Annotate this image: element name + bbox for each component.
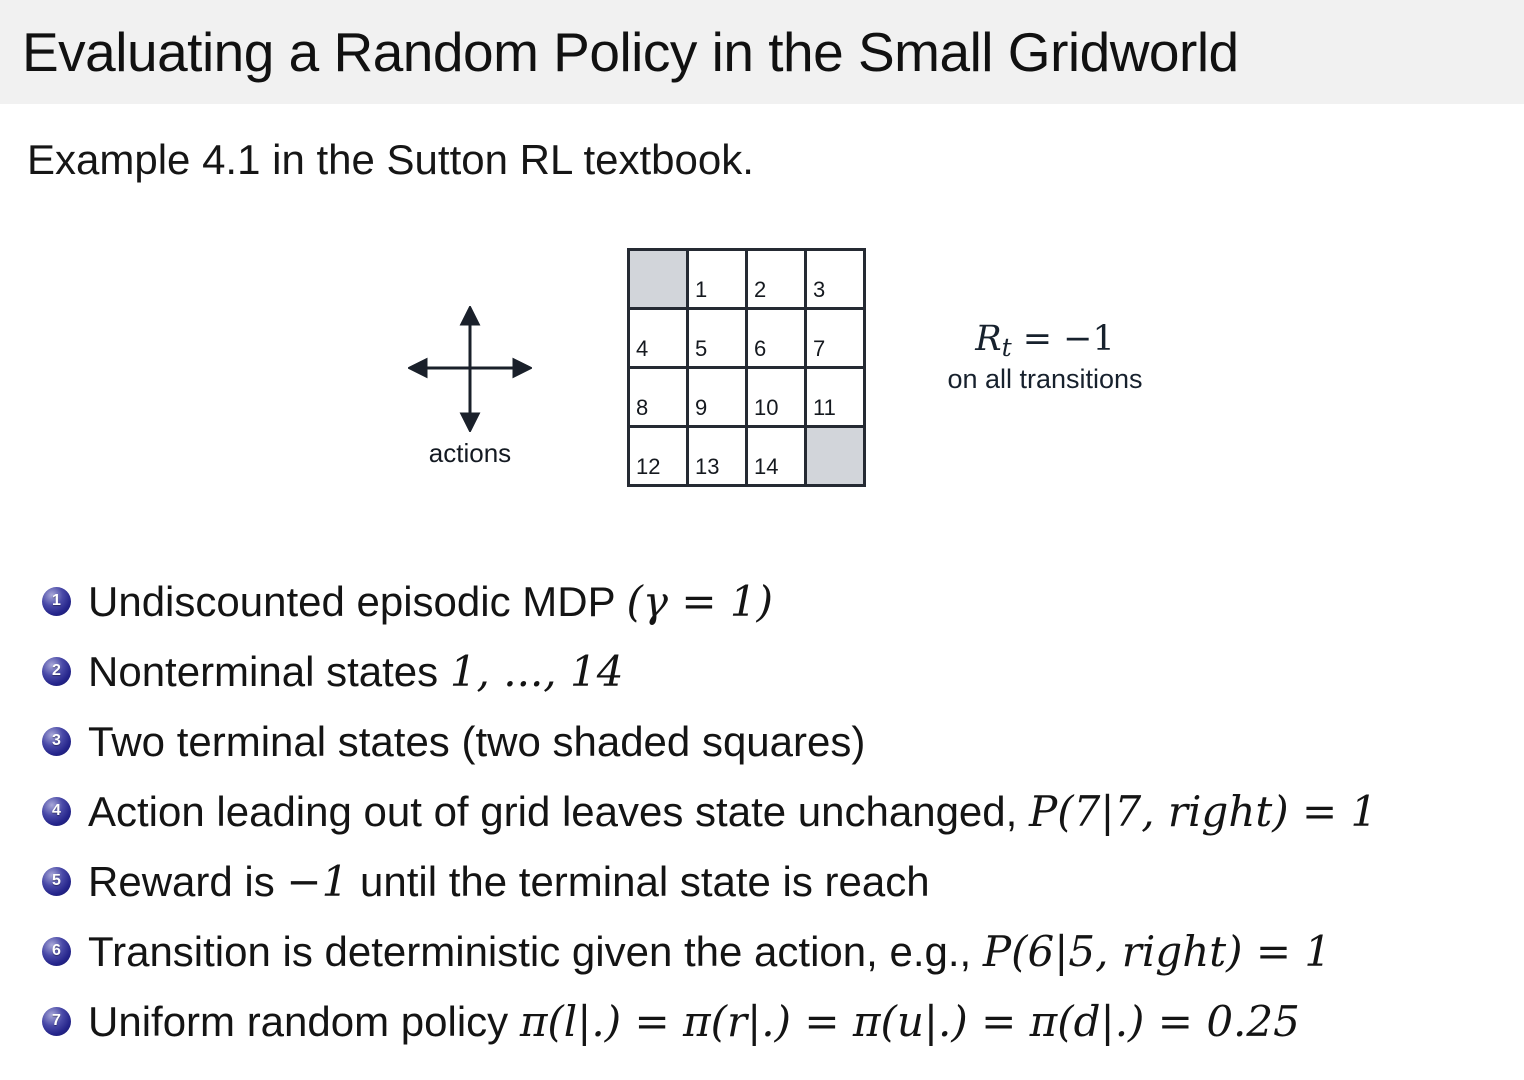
item-number-badge: 1 <box>42 587 71 616</box>
item-text-math: (γ = 1) <box>626 576 774 626</box>
reward-symbol: R <box>975 319 1002 359</box>
grid-cell: 9 <box>689 369 745 425</box>
grid-cell: 13 <box>689 428 745 484</box>
list-item <box>42 986 1512 1056</box>
list-item-text <box>88 927 1331 976</box>
reward-subscript: t <box>1001 333 1012 362</box>
reward-annotation <box>905 320 1185 395</box>
item-number-badge: 4 <box>42 797 71 826</box>
grid-cell: 4 <box>630 310 686 366</box>
list-item <box>42 916 1512 986</box>
grid-cell: 10 <box>748 369 804 425</box>
list-item <box>42 636 1512 706</box>
item-number-badge: 3 <box>42 727 71 756</box>
bullet-list <box>42 566 1512 1056</box>
grid-cell-terminal <box>630 251 686 307</box>
item-text-plain: Two terminal states (two shaded squares) <box>88 717 866 765</box>
item-text-math: −1 <box>286 856 349 906</box>
item-text-plain: Nonterminal states <box>88 647 450 695</box>
gridworld-grid <box>627 248 866 487</box>
title-bar <box>0 0 1524 104</box>
item-text-math: 1, ..., 14 <box>449 646 624 696</box>
grid-cell: 3 <box>807 251 863 307</box>
list-item-text <box>88 857 930 906</box>
grid-cell: 5 <box>689 310 745 366</box>
grid-cell: 11 <box>807 369 863 425</box>
grid-cell: 6 <box>748 310 804 366</box>
item-text-plain: Transition is deterministic given the action, e.g., <box>88 927 983 975</box>
item-number-badge: 2 <box>42 657 71 686</box>
actions-cross-figure <box>408 306 532 432</box>
item-text-plain: until the terminal state is reach <box>348 857 930 905</box>
item-text-plain: Uniform random policy <box>88 997 520 1045</box>
grid-cell: 7 <box>807 310 863 366</box>
list-item-text <box>88 717 865 766</box>
list-item <box>42 776 1512 846</box>
item-text-plain: Undiscounted episodic MDP <box>88 577 627 625</box>
list-item <box>42 846 1512 916</box>
list-item <box>42 566 1512 636</box>
reward-formula <box>905 320 1185 362</box>
item-number-badge: 6 <box>42 937 71 966</box>
subtitle: Example 4.1 in the Sutton RL textbook. <box>27 136 754 183</box>
item-number-badge: 5 <box>42 867 71 896</box>
item-text-plain: Reward is <box>88 857 287 905</box>
item-text-math: P(7|7, right) = 1 <box>1028 786 1378 836</box>
actions-label: actions <box>428 438 512 468</box>
list-item-text <box>88 787 1377 836</box>
grid-cell: 2 <box>748 251 804 307</box>
item-text-plain: Action leading out of grid leaves state unchanged, <box>88 787 1029 835</box>
list-item-text <box>88 577 773 626</box>
grid-cell: 12 <box>630 428 686 484</box>
grid-cell-terminal <box>807 428 863 484</box>
item-number-badge: 7 <box>42 1007 71 1036</box>
reward-caption: on all transitions <box>947 363 1143 394</box>
list-item <box>42 706 1512 776</box>
list-item-text <box>88 997 1300 1046</box>
grid-cell: 1 <box>689 251 745 307</box>
item-text-math: P(6|5, right) = 1 <box>982 926 1332 976</box>
grid-cell: 14 <box>748 428 804 484</box>
four-direction-arrows-icon <box>408 306 532 432</box>
item-text-math: π(l|.) = π(r|.) = π(u|.) = π(d|.) = 0.25 <box>519 996 1300 1046</box>
page-title: Evaluating a Random Policy in the Small Gridworld <box>22 21 1239 83</box>
reward-value: = −1 <box>1011 319 1115 359</box>
grid-cell: 8 <box>630 369 686 425</box>
list-item-text <box>88 647 623 696</box>
